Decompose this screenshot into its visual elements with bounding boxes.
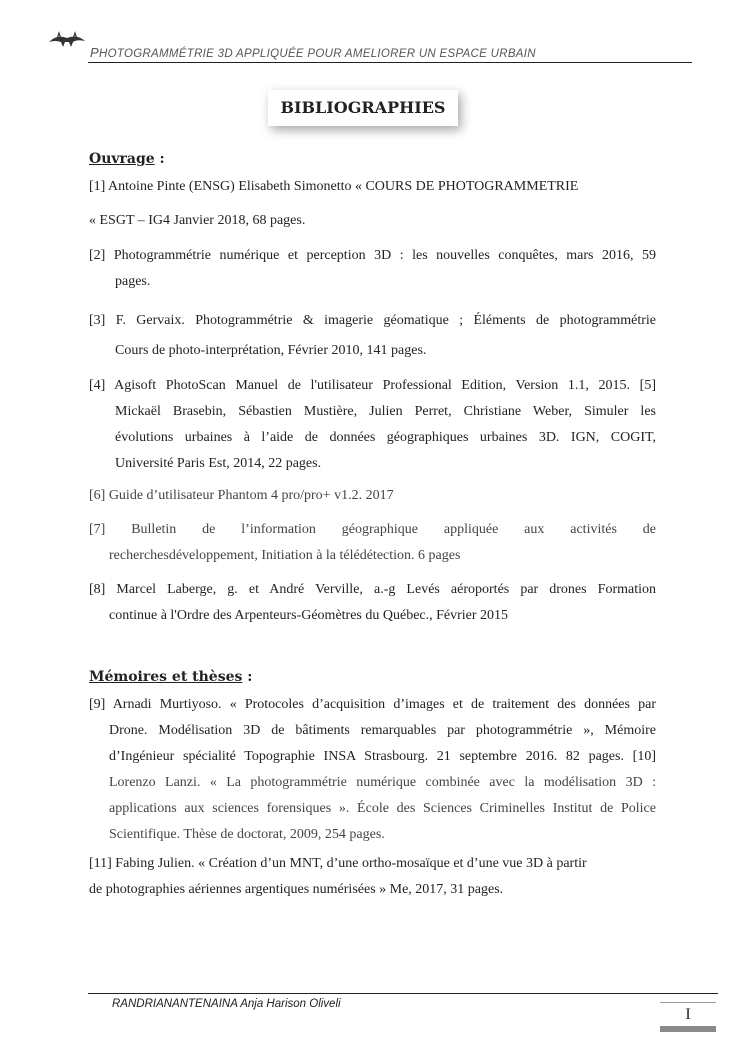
reference-6: [6] Guide d’utilisateur Phantom 4 pro/pro+ v1.2. 2017	[89, 488, 394, 503]
page-title: BIBLIOGRAPHIES	[268, 90, 458, 126]
reference-3: [3] F. Gervaix. Photogrammétrie & imagerie géomatique ; Éléments de photogrammétrie Cours de photo-interprétation, Février 2010, 141 pages.	[89, 313, 656, 358]
reference-2: [2] Photogrammétrie numérique et perception 3D : les nouvelles conquêtes, mars 2016, 59 pages.	[89, 248, 656, 289]
header-divider	[88, 62, 692, 63]
header-logo-icon	[47, 30, 87, 50]
reference-4-5: [4] Agisoft PhotoScan Manuel de l'utilisateur Professional Edition, Version 1.1, 2015. [5] Mickaël Brasebin, Sébastien Mustière, Julien Perret, Christiane Weber, Simuler les évolutions urbaines à l’aide de données géographiques urbaines 3D. IGN, COGIT, Université Paris Est, 2014, 22 pages.	[89, 378, 656, 471]
footer-divider	[88, 993, 718, 994]
header-title: PHOTOGRAMMÉTRIE 3D APPLIQUÉE POUR AMELIORER UN ESPACE URBAIN	[90, 45, 536, 60]
section-heading-ouvrage: Ouvrage :	[89, 151, 165, 167]
page-number: I	[685, 1006, 691, 1023]
reference-11: [11] Fabing Julien. « Création d’un MNT, d’une ortho-mosaïque et d’une vue 3D à partir de photographies aériennes argentiques numérisées » Me, 2017, 31 pages.	[89, 856, 587, 897]
page-number-box	[660, 1002, 716, 1032]
section-heading-memoires: Mémoires et thèses :	[89, 669, 253, 685]
reference-1-cont: « ESGT – IG4 Janvier 2018, 68 pages.	[89, 213, 306, 228]
reference-8: [8] Marcel Laberge, g. et André Verville, a.-g Levés aéroportés par drones Formation continue à l'Ordre des Arpenteurs-Géomètres du Québec., Février 2015	[89, 582, 656, 623]
footer-author: RANDRIANANTENAINA Anja Harison Oliveli	[112, 998, 341, 1010]
reference-9-10: [9] Arnadi Murtiyoso. « Protocoles d’acquisition d’images et de traitement des données par Drone. Modélisation 3D de bâtiments remarquables par photogrammétrie », Mémoire d’Ingénieur spécialité Topographie INSA Strasbourg. 21 septembre 2016. 82 pages. [10] Lorenzo Lanzi. « La photogrammétrie numérique combinée avec la modélisation 3D : applications aux sciences forensiques ». École des Sciences Criminelles Institut de Police Scientifique. Thèse de doctorat, 2009, 254 pages.	[89, 697, 656, 842]
reference-1: [1] Antoine Pinte (ENSG) Elisabeth Simonetto « COURS DE PHOTOGRAMMETRIE	[89, 179, 579, 194]
reference-7: [7] Bulletin de l’information géographique appliquée aux activités de recherchesdéveloppement, Initiation à la télédétection. 6 pages	[89, 522, 656, 563]
